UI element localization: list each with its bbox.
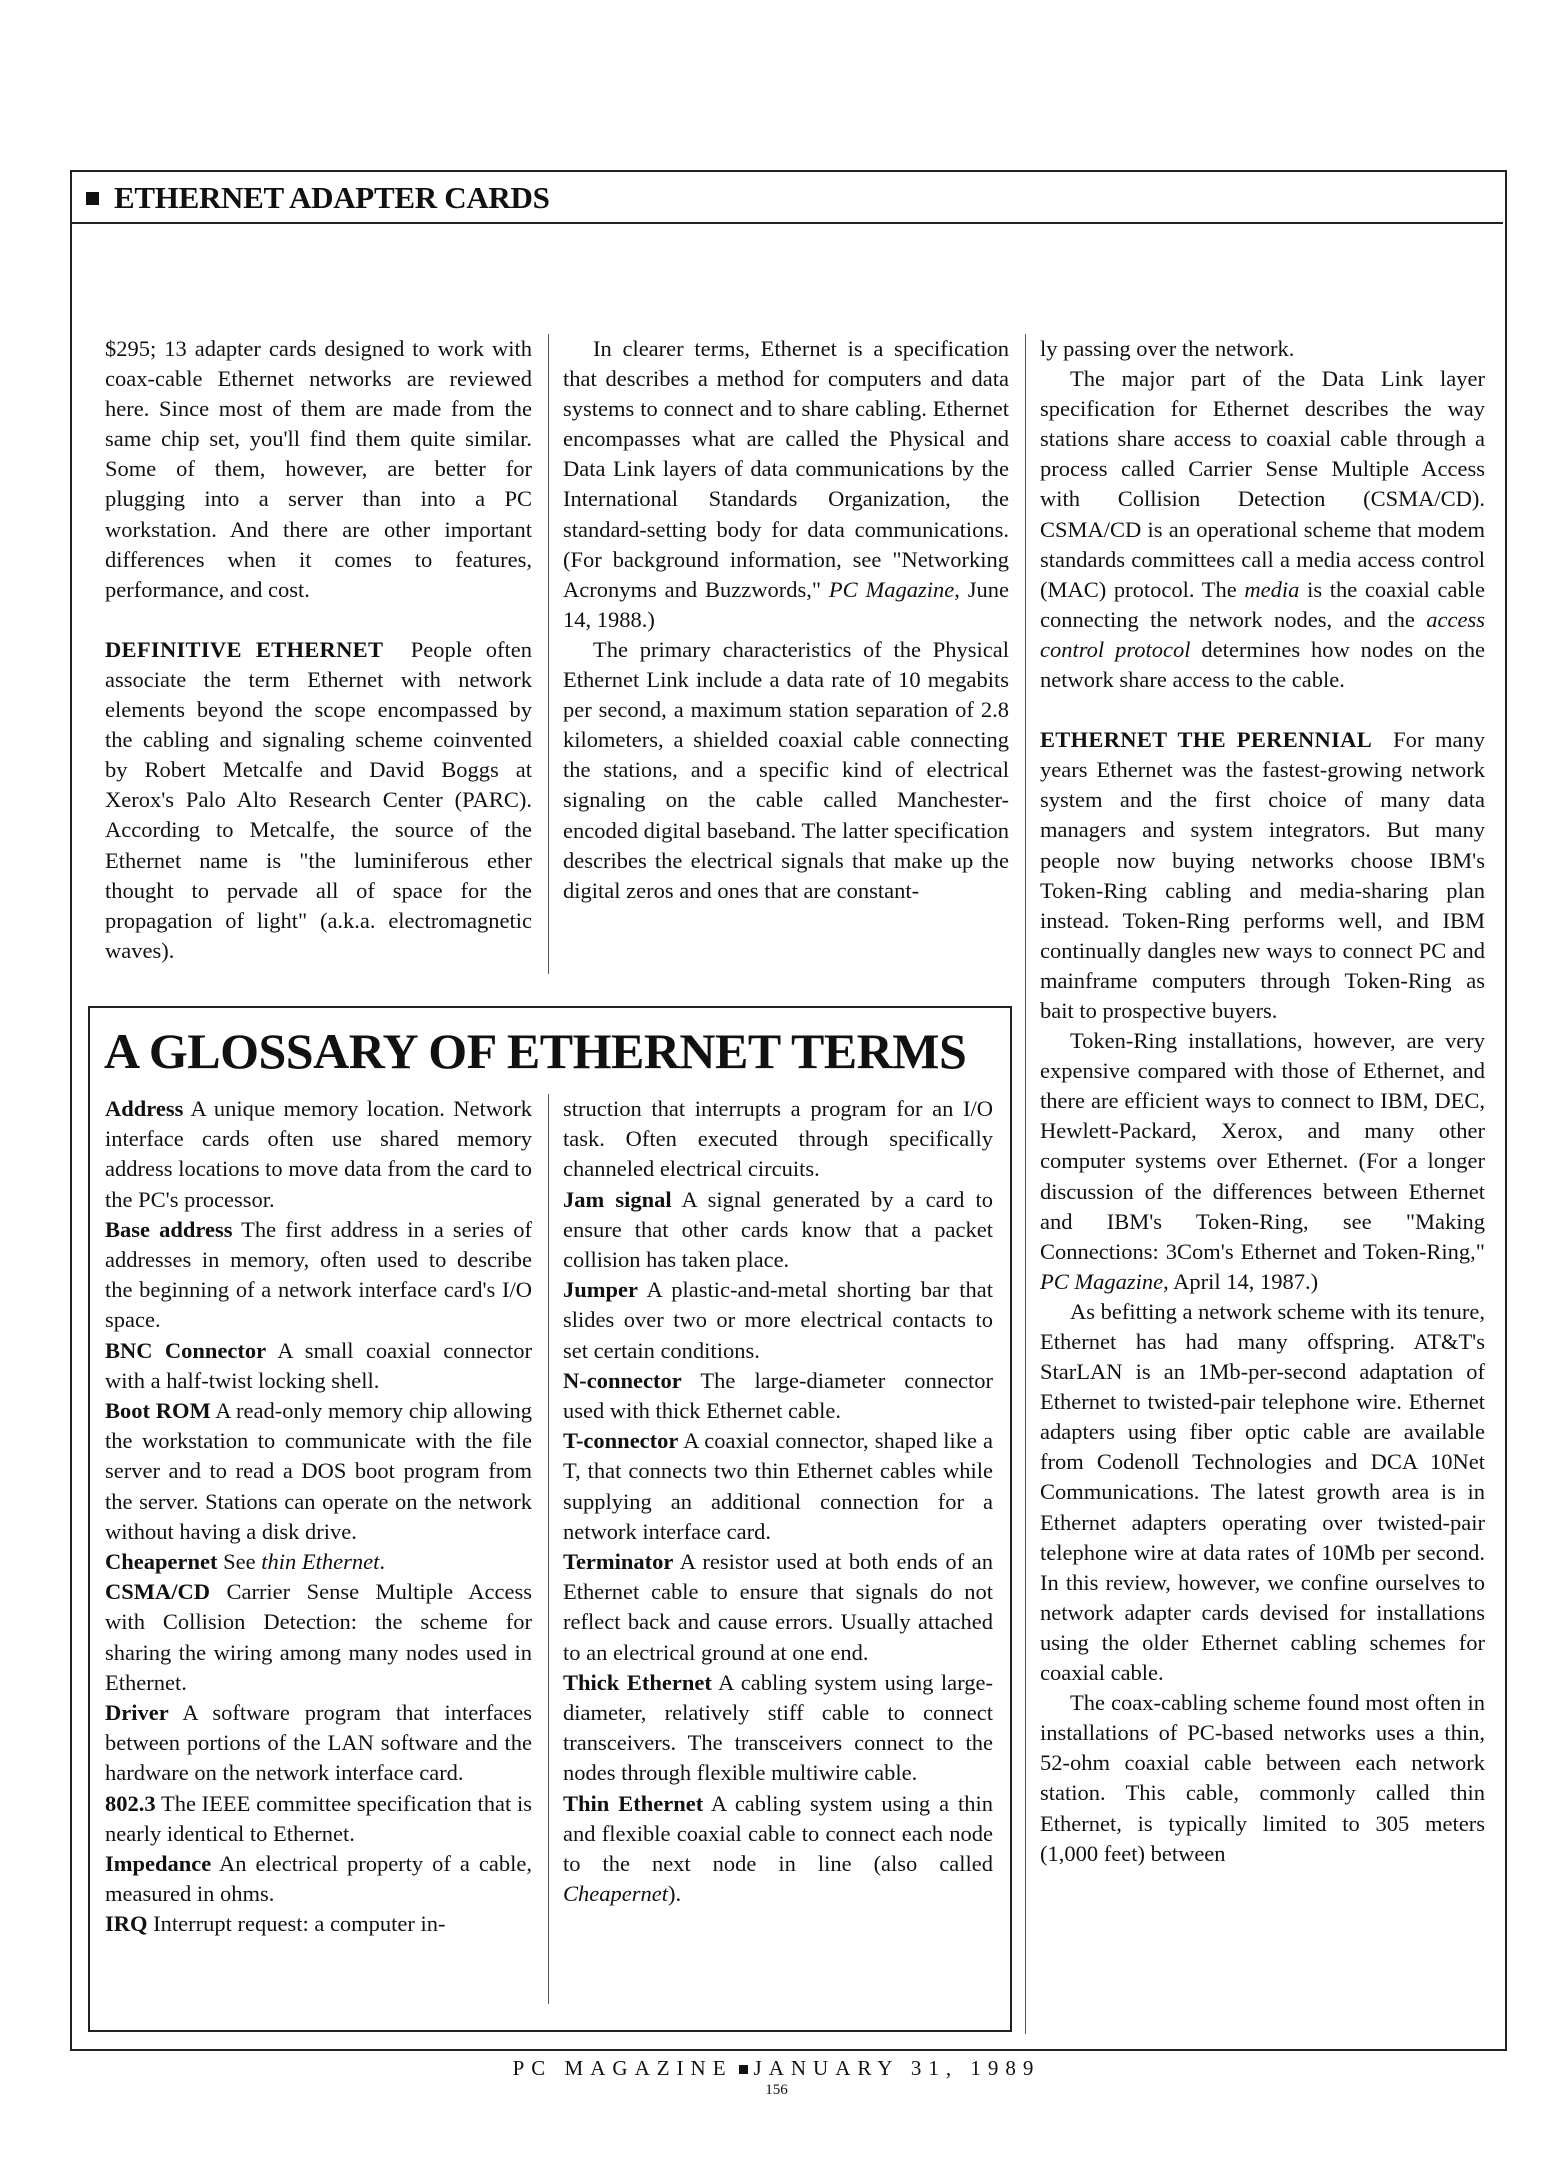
column-rule <box>548 334 549 974</box>
glossary-definition: Carrier Sense Multiple Access with Collision Detection: the scheme for sharing the wiring among many nodes used in Ethernet. <box>105 1579 532 1695</box>
glossary-term: Terminator <box>563 1549 674 1575</box>
magazine-title: PC Magazine <box>1040 1268 1164 1294</box>
glossary-title: A GLOSSARY OF ETHERNET TERMS <box>104 1023 967 1079</box>
glossary-entry <box>563 1426 993 1547</box>
glossary-definition: A coaxial connector, shaped like a T, that connects two thin Ethernet cables while supplying an additional connection for a network interface card. <box>563 1428 993 1544</box>
glossary-definition: The large-diameter connector used with thick Ethernet cable. <box>563 1367 993 1424</box>
glossary-entry <box>105 1336 532 1396</box>
glossary-entry <box>563 1185 993 1276</box>
article-paragraph <box>563 334 1009 635</box>
glossary-column-left <box>105 1094 532 1940</box>
paragraph-text: For many years Ethernet was the fastest-growing network system and the first choice of many data managers and system integrators. But many people now buying networks choose IBM's Token-Ring cabling and media-sharing plan instead. Token-Ring performs well, and IBM continually dangles new ways to connect PC and mainframe computers through Token-Ring as bait to prospective buyers. <box>1040 727 1485 1023</box>
paragraph-text: , April 14, 1987.) <box>1163 1268 1319 1294</box>
paragraph-text: determines how nodes on the network share access to the cable. <box>1040 636 1485 693</box>
glossary-definition: The first address in a series of addresses in memory, often used to describe the beginning of a network interface card's I/O space. <box>105 1216 532 1333</box>
paragraph-text: , June 14, 1988.) <box>563 576 1010 632</box>
glossary-definition: An electrical property of a cable, measured in ohms. <box>105 1851 532 1907</box>
glossary-definition: A read-only memory chip allowing the workstation to communicate with the file server and to read a DOS boot program from the server. Stations can operate on the network without having a disk drive. <box>105 1398 532 1544</box>
glossary-definition: A unique memory location. Network interface cards often use shared memory address locations to move data from the card to the PC's processor. <box>105 1096 532 1212</box>
glossary-entry <box>105 1909 532 1939</box>
subhead-ethernet-perennial: ETHERNET THE PERENNIAL <box>1040 727 1373 753</box>
paragraph-text: People often associate the term Ethernet with network elements beyond the scope encompassed by the cabling and signaling scheme coinvented by Robert Metcalfe and David Boggs at Xerox's Palo Alto Research Center (PARC). According to Metcalfe, the source of the Ethernet name is "the luminiferous ether thought to pervade all of space for the propagation of light" (a.k.a. electromagnetic waves). <box>105 636 532 963</box>
glossary-definition: A cabling system using large-diameter, relatively stiff cable to connect transceivers. The transceivers connect to the nodes through flexible multiwire cable. <box>563 1669 993 1786</box>
subhead-definitive-ethernet: DEFINITIVE ETHERNET <box>105 636 384 662</box>
glossary-term: Thick Ethernet <box>563 1669 712 1695</box>
column-rule <box>1025 334 1026 2034</box>
article-paragraph: The coax-cabling scheme found most often in installations of PC-based networks uses a thin, 52-ohm coaxial cable between each network station. This cable, commonly called thin Ethernet, is typically limited to 305 meters (1,000 feet) between <box>1040 1690 1485 1866</box>
paragraph-text: The major part of the Data Link layer specification for Ethernet describes the way stations share access to coaxial cable through a process called Carrier Sense Multiple Access with Collision Detection (CSMA/CD). CSMA/CD is an operational scheme that modem standards committees call a media access control (MAC) protocol. The <box>1040 366 1485 602</box>
article-paragraph <box>1040 1026 1485 1297</box>
glossary-definition: A software program that interfaces between portions of the LAN software and the hardware on the network interface card. <box>105 1700 532 1786</box>
glossary-entry <box>563 1366 993 1426</box>
glossary-definition-end: . <box>379 1549 385 1575</box>
glossary-entry <box>105 1094 532 1215</box>
glossary-definition: A small coaxial connector with a half-twist locking shell. <box>105 1337 532 1393</box>
glossary-term: Impedance <box>105 1851 212 1877</box>
article-paragraph: As befitting a network scheme with its tenure, Ethernet has had many offspring. AT&T's StarLAN is an 1Mb-per-second adaptation of Ethernet to twisted-pair telephone wire. Ethernet adapters using fiber optic cable are available from Codenoll Technologies and DCA 10Net Communications. The latest growth area is in Ethernet adapters operating over twisted-pair telephone wire at data rates of 10Mb per second. In this review, however, we confine ourselves to network adapter cards devised for installations using the older Ethernet cabling schemes for coaxial cable. <box>1040 1298 1485 1686</box>
glossary-entry <box>563 1547 993 1668</box>
glossary-definition-end: ). <box>667 1881 682 1907</box>
article-column-3 <box>1040 334 1485 1869</box>
glossary-entry <box>105 1547 532 1577</box>
article-paragraph: $295; 13 adapter cards designed to work with coax-cable Ethernet networks are reviewed here. Since most of them are made from the same chip set, you'll find them quite similar. Some of them, however, are better for plugging into a server than into a PC workstation. And there are other important differences when it comes to features, performance, and cost. <box>105 336 532 602</box>
article-column-1 <box>105 334 532 966</box>
article-paragraph <box>105 635 532 966</box>
footer-date: JANUARY 31, 1989 <box>753 2056 1041 2080</box>
glossary-term: Boot ROM <box>105 1398 211 1424</box>
glossary-term: Jam signal <box>563 1186 672 1212</box>
glossary-term: CSMA/CD <box>105 1579 210 1605</box>
glossary-entry <box>105 1577 532 1698</box>
glossary-term: Base address <box>105 1216 233 1242</box>
glossary-entry <box>563 1789 993 1910</box>
glossary-term: T-connector <box>563 1428 679 1454</box>
glossary-term: Thin Ethernet <box>563 1790 704 1816</box>
glossary-italic: thin Ethernet <box>261 1549 380 1575</box>
paragraph-text: Token-Ring installations, however, are very expensive compared with those of Ethernet, and there are efficient ways to connect to IBM, DEC, Hewlett-Packard, Xerox, and many other computer systems over Ethernet. (For a longer discussion of the differences between Ethernet and IBM's Token-Ring, see "Making Connections: 3Com's Ethernet and Token-Ring," <box>1040 1028 1485 1264</box>
paragraph-text: In clearer terms, Ethernet is a specification that describes a method for computers and data systems to connect and to share cabling. Ethernet encompasses what are called the Physical and Data Link layers of data communications by the International Standards Organization, the standard-setting body for data communications. (For background information, see "Networking Acronyms and Buzzwords," <box>563 336 1009 602</box>
glossary-term: Driver <box>105 1700 169 1726</box>
glossary-definition: See <box>217 1549 262 1575</box>
bullet-square-icon <box>86 192 99 205</box>
glossary-definition: A signal generated by a card to ensure that other cards know that a packet collision has taken place. <box>563 1186 994 1273</box>
glossary-definition: A cabling system using a thin and flexible coaxial cable to connect each node to the next node in line (also called <box>563 1790 994 1877</box>
paragraph-text: is the coaxial cable connecting the network nodes, and the <box>1040 576 1485 632</box>
glossary-entry <box>105 1849 532 1909</box>
glossary-term: 802.3 <box>105 1790 156 1816</box>
glossary-term: IRQ <box>105 1911 148 1937</box>
column-rule <box>548 1094 549 2004</box>
article-column-2 <box>563 334 1009 906</box>
glossary-term: BNC Connector <box>105 1337 267 1363</box>
glossary-entry <box>105 1789 532 1849</box>
glossary-entry <box>105 1215 532 1336</box>
magazine-title: PC Magazine <box>828 576 955 602</box>
glossary-column-right <box>563 1094 993 1909</box>
glossary-term: N-connector <box>563 1367 682 1393</box>
section-header <box>72 172 1503 224</box>
article-paragraph <box>1040 364 1485 695</box>
italic-term: media <box>1244 576 1300 602</box>
italic-term: access control protocol <box>1040 606 1485 662</box>
footer-magazine: PC MAGAZINE <box>512 2056 733 2080</box>
glossary-italic: Cheapernet <box>563 1881 668 1907</box>
glossary-definition: A plastic-and-metal shorting bar that slides over two or more electrical contacts to set certain conditions. <box>563 1277 993 1363</box>
glossary-entry <box>563 1668 993 1789</box>
article-paragraph: The primary characteristics of the Physical Ethernet Link include a data rate of 10 megabits per second, a maximum station separation of 2.8 kilometers, a shielded coaxial cable connecting the stations, and a specific kind of electrical signaling on the cable called Manchester-encoded digital baseband. The latter specification describes the electrical signals that make up the digital zeros and ones that are constant- <box>563 636 1009 903</box>
glossary-definition: The IEEE committee specification that is nearly identical to Ethernet. <box>105 1790 532 1846</box>
glossary-definition: Interrupt request: a computer in- <box>147 1911 446 1937</box>
article-paragraph <box>1040 725 1485 1026</box>
article-paragraph: ly passing over the network. <box>1040 336 1295 361</box>
glossary-entry <box>563 1275 993 1366</box>
page-number: 156 <box>765 2082 788 2098</box>
page-footer <box>0 2056 1553 2081</box>
glossary-entry <box>105 1698 532 1789</box>
footer-bullet-icon <box>739 2065 748 2074</box>
glossary-definition: A resistor used at both ends of an Ethernet cable to ensure that signals do not reflect back and cause errors. Usually attached to an electrical ground at one end. <box>563 1549 993 1665</box>
glossary-term: Cheapernet <box>105 1549 218 1575</box>
glossary-continuation: struction that interrupts a program for an I/O task. Often executed through specifically channeled electrical circuits. <box>563 1096 993 1182</box>
glossary-term: Address <box>105 1096 184 1121</box>
glossary-entry <box>105 1396 532 1547</box>
section-title: ETHERNET ADAPTER CARDS <box>114 180 550 215</box>
glossary-term: Jumper <box>563 1277 638 1303</box>
